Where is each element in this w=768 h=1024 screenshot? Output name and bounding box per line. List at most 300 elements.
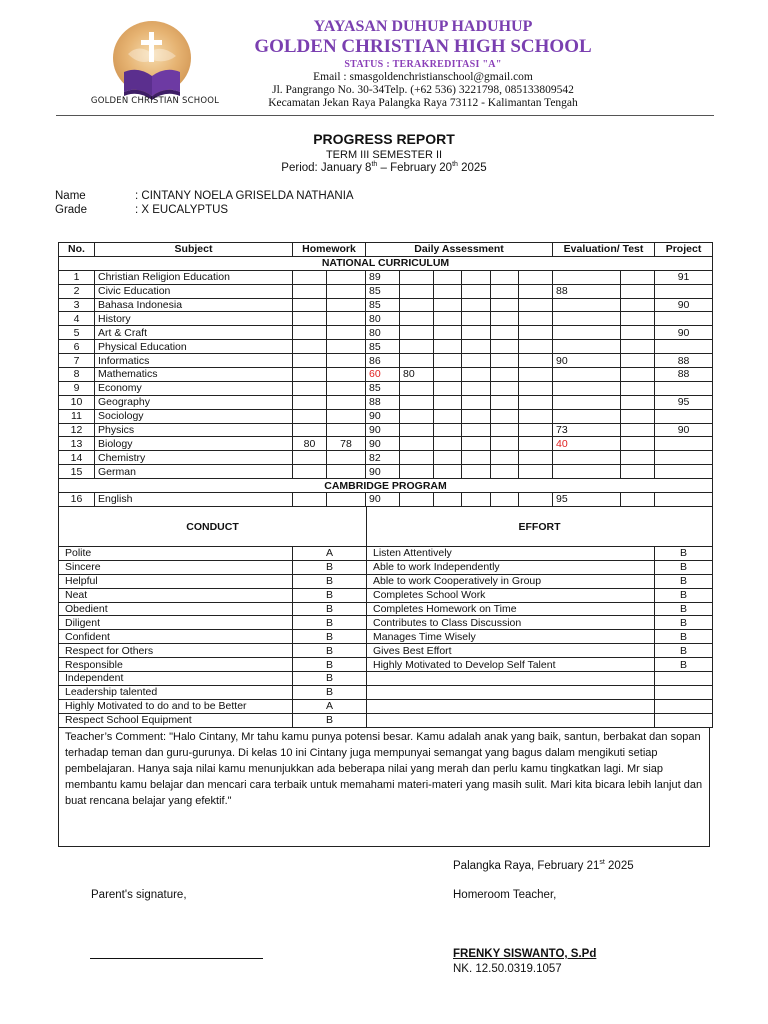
- effort-grade: B: [655, 574, 713, 588]
- effort-grade: B: [655, 630, 713, 644]
- table-row: [59, 699, 713, 713]
- project-score: 91: [655, 270, 713, 284]
- table-row: [59, 493, 713, 507]
- homework-score: [327, 354, 366, 368]
- homework-score: [293, 298, 327, 312]
- conduct-grade: B: [293, 588, 367, 602]
- homework-score: [293, 270, 327, 284]
- daily-score: [519, 465, 553, 479]
- evaluation-score: [621, 465, 655, 479]
- subject-name: Informatics: [95, 354, 293, 368]
- subject-name: Biology: [95, 437, 293, 451]
- conduct-item: Leadership talented: [59, 685, 293, 699]
- conduct-item: Helpful: [59, 574, 293, 588]
- daily-score: 89: [366, 270, 400, 284]
- evaluation-score: [621, 381, 655, 395]
- homework-score: [327, 368, 366, 382]
- conduct-grade: B: [293, 574, 367, 588]
- project-score: [655, 451, 713, 465]
- evaluation-score: [621, 368, 655, 382]
- evaluation-score: [553, 409, 621, 423]
- row-number: 5: [59, 326, 95, 340]
- evaluation-score: [621, 451, 655, 465]
- daily-score: [491, 381, 519, 395]
- daily-score: [491, 340, 519, 354]
- subject-name: English: [95, 493, 293, 507]
- daily-score: 85: [366, 284, 400, 298]
- daily-score: [519, 340, 553, 354]
- effort-item: Highly Motivated to Develop Self Talent: [367, 658, 655, 672]
- daily-score: [519, 381, 553, 395]
- homework-score: [327, 451, 366, 465]
- homework-score: 78: [327, 437, 366, 451]
- project-score: [655, 493, 713, 507]
- col-header-evaluation-test: Evaluation/ Test: [553, 243, 655, 257]
- daily-score: [400, 312, 434, 326]
- conduct-item: Highly Motivated to do and to be Better: [59, 699, 293, 713]
- daily-score: [491, 270, 519, 284]
- daily-score: [491, 354, 519, 368]
- daily-score: [400, 284, 434, 298]
- daily-score: [519, 312, 553, 326]
- section-row-national: [59, 256, 713, 270]
- daily-score: 90: [366, 423, 400, 437]
- daily-score: [434, 395, 462, 409]
- conduct-item: Confident: [59, 630, 293, 644]
- row-number: 13: [59, 437, 95, 451]
- daily-score: [434, 465, 462, 479]
- homework-score: [293, 312, 327, 326]
- project-score: [655, 465, 713, 479]
- table-row: [59, 685, 713, 699]
- evaluation-score: [621, 493, 655, 507]
- conduct-grade: B: [293, 713, 367, 727]
- daily-score: [491, 423, 519, 437]
- daily-score: [491, 368, 519, 382]
- daily-score: [462, 465, 491, 479]
- table-row: [59, 312, 713, 326]
- project-score: 88: [655, 368, 713, 382]
- header-divider: [56, 115, 714, 116]
- conduct-grade: B: [293, 616, 367, 630]
- conduct-grade: B: [293, 685, 367, 699]
- row-number: 6: [59, 340, 95, 354]
- section-label: CAMBRIDGE PROGRAM: [59, 479, 713, 493]
- evaluation-score: [621, 409, 655, 423]
- daily-score: [491, 437, 519, 451]
- homework-score: [327, 493, 366, 507]
- section-row-cambridge: [59, 479, 713, 493]
- daily-score: 80: [366, 326, 400, 340]
- school-district: Kecamatan Jekan Raya Palangka Raya 73112 - Kalimantan Tengah: [268, 97, 578, 109]
- daily-score: 90: [366, 409, 400, 423]
- table-row: [59, 616, 713, 630]
- conduct-item: Neat: [59, 588, 293, 602]
- parent-signature-line: [90, 958, 263, 959]
- col-header-subject: Subject: [95, 243, 293, 257]
- table-row: [59, 395, 713, 409]
- effort-item: [367, 713, 655, 727]
- table-row: [59, 451, 713, 465]
- conduct-item: Respect for Others: [59, 644, 293, 658]
- effort-grade: B: [655, 616, 713, 630]
- conduct-effort-header-row: [59, 507, 713, 547]
- daily-score: [400, 270, 434, 284]
- daily-score: 85: [366, 340, 400, 354]
- effort-item: Able to work Cooperatively in Group: [367, 574, 655, 588]
- subject-name: Physics: [95, 423, 293, 437]
- col-header-no: No.: [59, 243, 95, 257]
- daily-score: [519, 423, 553, 437]
- table-row: [59, 423, 713, 437]
- conduct-item: Obedient: [59, 602, 293, 616]
- evaluation-score: [621, 423, 655, 437]
- evaluation-score: [621, 437, 655, 451]
- conduct-grade: A: [293, 699, 367, 713]
- daily-score: 90: [366, 465, 400, 479]
- effort-item: [367, 672, 655, 686]
- homework-score: [327, 395, 366, 409]
- evaluation-score: [621, 312, 655, 326]
- homework-score: [293, 395, 327, 409]
- project-score: [655, 381, 713, 395]
- table-row: [59, 602, 713, 616]
- homework-score: [293, 451, 327, 465]
- conduct-grade: B: [293, 560, 367, 574]
- teacher-name: FRENKY SISWANTO, S.Pd: [453, 948, 597, 960]
- evaluation-score: [553, 298, 621, 312]
- daily-score: [491, 284, 519, 298]
- effort-grade: B: [655, 588, 713, 602]
- subject-name: Chemistry: [95, 451, 293, 465]
- daily-score: [519, 326, 553, 340]
- effort-item: Manages Time Wisely: [367, 630, 655, 644]
- table-row: [59, 574, 713, 588]
- homework-score: [327, 381, 366, 395]
- daily-score: [400, 354, 434, 368]
- subject-name: Sociology: [95, 409, 293, 423]
- daily-score: 82: [366, 451, 400, 465]
- table-row: [59, 326, 713, 340]
- table-row: [59, 713, 713, 727]
- subject-name: Physical Education: [95, 340, 293, 354]
- daily-score: [434, 437, 462, 451]
- daily-score: [434, 451, 462, 465]
- subject-name: Civic Education: [95, 284, 293, 298]
- evaluation-score: [553, 368, 621, 382]
- subject-name: Bahasa Indonesia: [95, 298, 293, 312]
- effort-grade: B: [655, 658, 713, 672]
- table-row: [59, 270, 713, 284]
- evaluation-score: [621, 298, 655, 312]
- table-header-row: [59, 243, 713, 257]
- daily-score: [462, 284, 491, 298]
- homework-score: [293, 423, 327, 437]
- project-score: 90: [655, 298, 713, 312]
- daily-score: [400, 465, 434, 479]
- daily-score: [491, 493, 519, 507]
- daily-score: [491, 451, 519, 465]
- homework-score: [293, 368, 327, 382]
- conduct-effort-table: [58, 506, 713, 728]
- subject-name: Christian Religion Education: [95, 270, 293, 284]
- effort-item: [367, 685, 655, 699]
- col-header-homework: Homework: [293, 243, 366, 257]
- row-number: 4: [59, 312, 95, 326]
- daily-score: [519, 437, 553, 451]
- section-label: NATIONAL CURRICULUM: [59, 256, 713, 270]
- effort-item: Able to work Independently: [367, 560, 655, 574]
- effort-item: [367, 699, 655, 713]
- conduct-item: Respect School Equipment: [59, 713, 293, 727]
- table-row: [59, 547, 713, 561]
- evaluation-score: 40: [553, 437, 621, 451]
- project-score: [655, 312, 713, 326]
- table-row: [59, 340, 713, 354]
- daily-score: [400, 437, 434, 451]
- daily-score: [462, 326, 491, 340]
- student-name: : CINTANY NOELA GRISELDA NATHANIA: [135, 190, 354, 202]
- table-row: [59, 672, 713, 686]
- effort-grade: B: [655, 547, 713, 561]
- daily-score: 80: [400, 368, 434, 382]
- row-number: 7: [59, 354, 95, 368]
- effort-item: Completes School Work: [367, 588, 655, 602]
- teacher-id: NK. 12.50.0319.1057: [453, 963, 562, 975]
- daily-score: [400, 423, 434, 437]
- row-number: 9: [59, 381, 95, 395]
- daily-score: [400, 326, 434, 340]
- homework-score: [293, 381, 327, 395]
- homeroom-teacher-label: Homeroom Teacher,: [453, 889, 557, 901]
- daily-score: [519, 354, 553, 368]
- teacher-comment: Teacher’s Comment: "Halo Cintany, Mr tahu kamu punya potensi besar. Kamu adalah anak yang baik, santun, berbakat dan sopan terhadap teman dan guru-gurunya. Di kelas 10 ini Cintany juga mempunyai semangat yang bagus dalam mengikuti setiap pembelajaran. Hanya saja nilai kamu menunjukkan ada beberapa nilai yang merah dan perlu kamu tingkatkan lagi. Mr siap membantu kamu belajar dan mencari cara terbaik untuk memahami materi-materi yang masih sulit. Mari kita bicara lebih lanjut dan buat rencana belajar yang efektif.": [58, 727, 710, 847]
- row-number: 11: [59, 409, 95, 423]
- row-number: 10: [59, 395, 95, 409]
- conduct-grade: A: [293, 547, 367, 561]
- conduct-grade: B: [293, 672, 367, 686]
- homework-score: [293, 340, 327, 354]
- evaluation-score: [621, 354, 655, 368]
- evaluation-score: [553, 326, 621, 340]
- daily-score: [462, 270, 491, 284]
- daily-score: [434, 409, 462, 423]
- daily-score: [434, 340, 462, 354]
- table-row: [59, 368, 713, 382]
- homework-score: [293, 354, 327, 368]
- homework-score: [293, 326, 327, 340]
- table-row: [59, 644, 713, 658]
- effort-grade: [655, 672, 713, 686]
- daily-score: 88: [366, 395, 400, 409]
- evaluation-score: [621, 326, 655, 340]
- evaluation-score: [621, 340, 655, 354]
- daily-score: 85: [366, 381, 400, 395]
- daily-score: [519, 409, 553, 423]
- homework-score: [327, 326, 366, 340]
- daily-score: [519, 284, 553, 298]
- effort-grade: [655, 685, 713, 699]
- homework-score: [327, 298, 366, 312]
- daily-score: 80: [366, 312, 400, 326]
- place-date: Palangka Raya, February 21st 2025: [453, 859, 634, 872]
- project-score: [655, 284, 713, 298]
- daily-score: [434, 284, 462, 298]
- daily-score: [400, 381, 434, 395]
- parent-signature-label: Parent's signature,: [91, 889, 187, 901]
- daily-score: [491, 298, 519, 312]
- evaluation-score: [621, 270, 655, 284]
- homework-score: [327, 423, 366, 437]
- table-row: [59, 354, 713, 368]
- table-row: [59, 465, 713, 479]
- daily-score: [462, 451, 491, 465]
- accreditation-status: STATUS : TERAKREDITASI "A": [344, 59, 502, 70]
- homework-score: 80: [293, 437, 327, 451]
- subject-name: Art & Craft: [95, 326, 293, 340]
- daily-score: [400, 451, 434, 465]
- daily-score: [434, 270, 462, 284]
- homework-score: [327, 270, 366, 284]
- subject-name: German: [95, 465, 293, 479]
- row-number: 15: [59, 465, 95, 479]
- row-number: 2: [59, 284, 95, 298]
- conduct-item: Sincere: [59, 560, 293, 574]
- daily-score: [462, 368, 491, 382]
- daily-score: 86: [366, 354, 400, 368]
- row-number: 8: [59, 368, 95, 382]
- daily-score: [519, 298, 553, 312]
- table-row: [59, 658, 713, 672]
- daily-score: [400, 298, 434, 312]
- evaluation-score: [553, 465, 621, 479]
- daily-score: [491, 409, 519, 423]
- daily-score: [400, 340, 434, 354]
- table-row: [59, 630, 713, 644]
- conduct-item: Polite: [59, 547, 293, 561]
- col-header-daily-assessment: Daily Assessment: [366, 243, 553, 257]
- daily-score: 60: [366, 368, 400, 382]
- evaluation-score: 90: [553, 354, 621, 368]
- evaluation-score: 88: [553, 284, 621, 298]
- daily-score: [462, 423, 491, 437]
- daily-score: [519, 270, 553, 284]
- row-number: 1: [59, 270, 95, 284]
- conduct-item: Responsible: [59, 658, 293, 672]
- daily-score: [519, 395, 553, 409]
- daily-score: [462, 409, 491, 423]
- effort-grade: [655, 713, 713, 727]
- conduct-title: CONDUCT: [59, 507, 367, 547]
- homework-score: [327, 284, 366, 298]
- table-row: [59, 409, 713, 423]
- evaluation-score: [553, 340, 621, 354]
- effort-grade: B: [655, 644, 713, 658]
- name-label: Name: [55, 190, 86, 202]
- homework-score: [293, 465, 327, 479]
- homework-score: [327, 312, 366, 326]
- homework-score: [293, 284, 327, 298]
- daily-score: [491, 312, 519, 326]
- evaluation-score: [553, 451, 621, 465]
- student-grade: : X EUCALYPTUS: [135, 204, 229, 216]
- evaluation-score: [553, 270, 621, 284]
- homework-score: [327, 465, 366, 479]
- daily-score: [462, 340, 491, 354]
- table-row: [59, 381, 713, 395]
- daily-score: 90: [366, 437, 400, 451]
- daily-score: [434, 326, 462, 340]
- daily-score: [434, 312, 462, 326]
- logo-caption: GOLDEN CHRISTIAN SCHOOL: [90, 96, 220, 106]
- table-row: [59, 284, 713, 298]
- homework-score: [293, 493, 327, 507]
- daily-score: [462, 354, 491, 368]
- daily-score: [462, 437, 491, 451]
- daily-score: 90: [366, 493, 400, 507]
- daily-score: [491, 395, 519, 409]
- effort-item: Listen Attentively: [367, 547, 655, 561]
- daily-score: [462, 395, 491, 409]
- daily-score: [491, 326, 519, 340]
- daily-score: [462, 381, 491, 395]
- homework-score: [293, 409, 327, 423]
- conduct-grade: B: [293, 602, 367, 616]
- homework-score: [327, 340, 366, 354]
- project-score: [655, 437, 713, 451]
- school-name: GOLDEN CHRISTIAN HIGH SCHOOL: [254, 36, 592, 57]
- conduct-item: Diligent: [59, 616, 293, 630]
- daily-score: [400, 395, 434, 409]
- school-email: Email : smasgoldenchristianschool@gmail.com: [313, 71, 533, 83]
- daily-score: [519, 493, 553, 507]
- daily-score: [434, 368, 462, 382]
- daily-score: [519, 451, 553, 465]
- report-title: PROGRESS REPORT: [313, 131, 455, 147]
- daily-score: [400, 493, 434, 507]
- conduct-item: Independent: [59, 672, 293, 686]
- conduct-grade: B: [293, 658, 367, 672]
- daily-score: [434, 354, 462, 368]
- evaluation-score: 73: [553, 423, 621, 437]
- school-address: Jl. Pangrango No. 30-34Telp. (+62 536) 3221798, 085133809542: [272, 84, 574, 96]
- row-number: 12: [59, 423, 95, 437]
- daily-score: [400, 409, 434, 423]
- daily-score: [462, 298, 491, 312]
- daily-score: [434, 493, 462, 507]
- col-header-project: Project: [655, 243, 713, 257]
- project-score: 90: [655, 423, 713, 437]
- daily-score: [462, 493, 491, 507]
- effort-item: Completes Homework on Time: [367, 602, 655, 616]
- row-number: 16: [59, 493, 95, 507]
- project-score: [655, 409, 713, 423]
- daily-score: [434, 381, 462, 395]
- report-period: Period: January 8th – February 20th 2025: [281, 161, 487, 174]
- evaluation-score: [621, 395, 655, 409]
- project-score: 90: [655, 326, 713, 340]
- daily-score: [434, 298, 462, 312]
- table-row: [59, 298, 713, 312]
- effort-grade: B: [655, 602, 713, 616]
- project-score: 95: [655, 395, 713, 409]
- evaluation-score: [553, 381, 621, 395]
- evaluation-score: [621, 284, 655, 298]
- effort-grade: B: [655, 560, 713, 574]
- grade-label: Grade: [55, 204, 87, 216]
- grades-table: [58, 242, 713, 507]
- foundation-name: YAYASAN DUHUP HADUHUP: [313, 18, 533, 35]
